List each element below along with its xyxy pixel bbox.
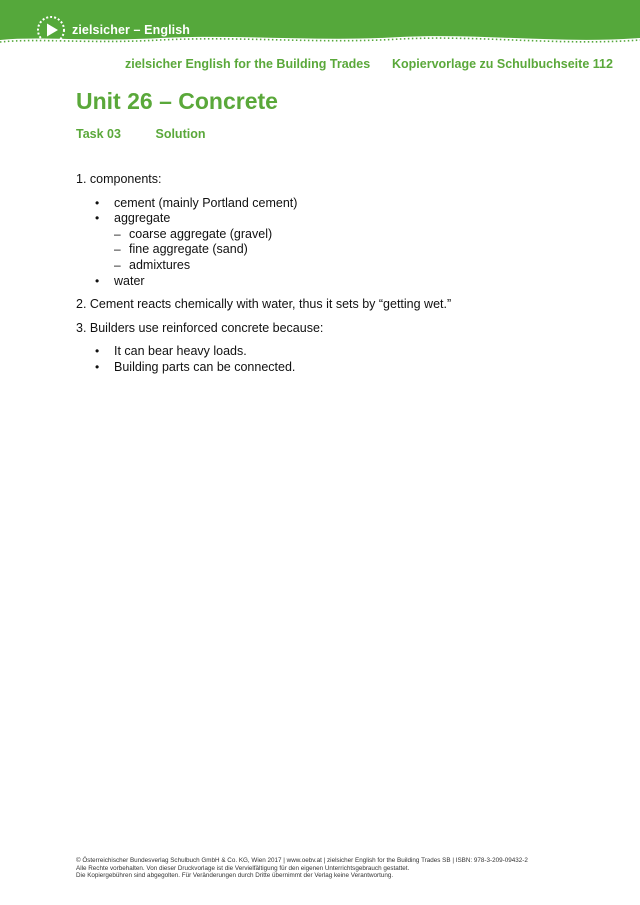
- question-1-heading: 1. components:: [76, 172, 162, 186]
- task-label: Task 03: [76, 127, 121, 141]
- sublist-item: – fine aggregate (sand): [114, 242, 576, 258]
- copyright-footer: [76, 857, 528, 880]
- list-item: • water: [76, 274, 576, 290]
- list-item-label: aggregate: [114, 211, 171, 226]
- list-item: • It can bear heavy loads.: [76, 344, 576, 360]
- list-item: [76, 211, 576, 273]
- footer-line: Alle Rechte vorbehalten. Von dieser Druckvorlage ist die Vervielfältigung für den eigenen Unterrichtsgebrauch gestattet.: [76, 864, 410, 872]
- list-item: • cement (mainly Portland cement): [76, 196, 576, 212]
- reasons-list: [76, 344, 576, 375]
- question-2-answer: 2. Cement reacts chemically with water, thus it sets by “getting wet.”: [76, 297, 452, 312]
- components-list: [76, 196, 576, 290]
- sublist-item: – coarse aggregate (gravel): [114, 227, 576, 243]
- page-reference: Kopiervorlage zu Schulbuchseite 112: [392, 57, 613, 71]
- question-3-heading: 3. Builders use reinforced concrete because:: [76, 320, 324, 335]
- footer-line: Die Kopiergebühren sind abgegolten. Für Veränderungen durch Dritte übernimmt der Verlag keine Verantwortung.: [76, 872, 394, 880]
- page-title: Unit 26 – Concrete: [76, 88, 278, 114]
- answer-content: [76, 172, 576, 376]
- task-line: [76, 127, 205, 141]
- brand-name: zielsicher – English: [72, 23, 191, 37]
- footer-line: © Österreichischer Bundesverlag Schulbuch GmbH & Co. KG, Wien 2017 | www.oebv.at | zielsicher English for the Building Trades SB | ISBN: 978-3-209-09432-2: [76, 857, 528, 864]
- sublist-item: – admixtures: [114, 258, 576, 274]
- aggregate-sublist: [114, 227, 576, 274]
- task-type: Solution: [155, 127, 206, 141]
- brand-logo: [36, 15, 190, 45]
- play-icon: [36, 15, 66, 45]
- book-title: zielsicher English for the Building Trades: [125, 57, 371, 71]
- list-item: • Building parts can be connected.: [76, 360, 576, 376]
